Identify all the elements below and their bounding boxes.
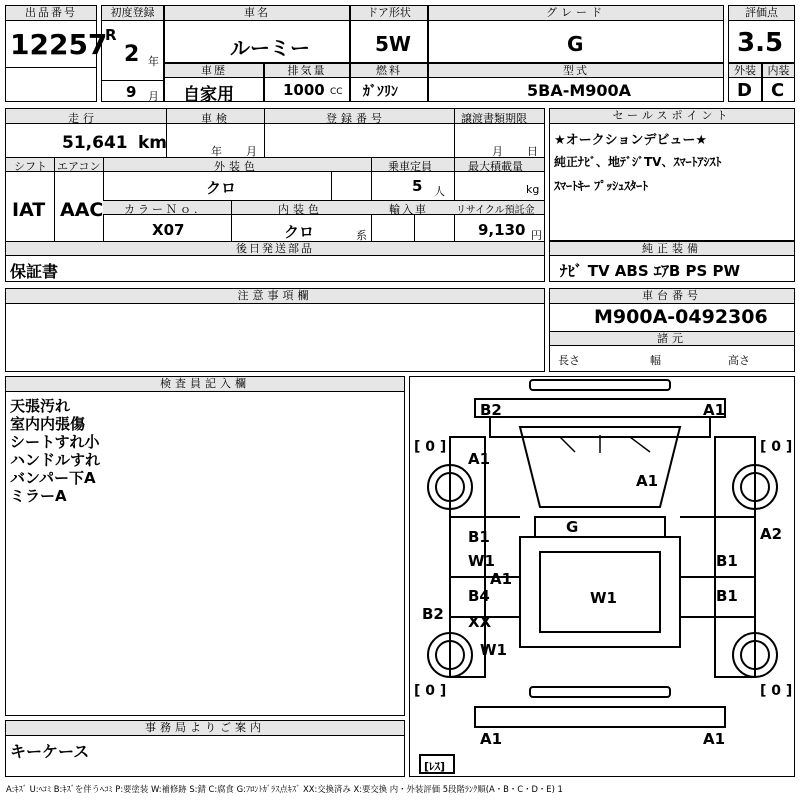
score-value: 3.5 — [737, 28, 784, 58]
spec-grid — [5, 108, 545, 282]
displacement-cell — [264, 63, 350, 102]
dims-width: 幅 — [650, 354, 661, 367]
capacity-unit: 人 — [434, 185, 445, 198]
history-label: 車歴 — [165, 64, 263, 78]
damage-mark: G — [566, 518, 579, 536]
reg-month-unit: 月 — [148, 90, 159, 103]
color-no-value: X07 — [152, 221, 185, 239]
damage-mark: W1 — [468, 552, 495, 570]
reg-year-unit: 年 — [148, 55, 159, 68]
damage-mark: B1 — [716, 552, 738, 570]
car-name-value: ルーミー — [230, 36, 310, 60]
interior-grade-cell — [762, 63, 795, 102]
model-value: 5BA-M900A — [527, 81, 632, 100]
ext-grade-label: 外装 — [729, 64, 761, 78]
displacement-label: 排気量 — [265, 64, 349, 78]
car-diagram-svg — [410, 377, 794, 776]
first-registration-cell — [101, 5, 164, 102]
inspector-line-6: ミラーA — [10, 487, 67, 505]
damage-mark: B4 — [468, 587, 490, 605]
displacement-value: 1000 — [283, 81, 325, 99]
int-grade-label: 内装 — [763, 64, 794, 78]
score-label: 評価点 — [729, 6, 794, 21]
load-label: 最大積載量 — [468, 160, 523, 173]
sales-point-box — [549, 108, 795, 241]
dims-length: 長さ — [558, 354, 580, 367]
dims-label: 諸元 — [550, 332, 794, 346]
grade-label: グレード — [429, 6, 723, 21]
recycle-label: リサイクル預託金 — [456, 205, 535, 216]
inspection-month-unit: 月 — [246, 145, 257, 158]
inspector-line-3: シートすれ小 — [10, 433, 100, 451]
inspector-box — [5, 376, 405, 716]
doors-label: ドア形状 — [351, 6, 427, 21]
capacity-value: 5 — [412, 177, 423, 195]
shift-value: IAT — [12, 199, 46, 221]
inspector-label: 検査員記入欄 — [6, 377, 404, 392]
mileage-label: 走行 — [68, 112, 98, 125]
chassis-box — [549, 288, 795, 372]
parts-value: 保証書 — [10, 262, 59, 281]
car-name-cell — [164, 5, 350, 63]
damage-mark: B2 — [480, 401, 502, 419]
lot-number-cell — [5, 5, 108, 102]
lot-label: 出品番号 — [6, 6, 96, 21]
notes-label: 注意事項欄 — [6, 289, 544, 304]
reg-month: 9 — [126, 83, 137, 101]
int-color-unit: 系 — [356, 229, 367, 242]
exterior-grade-cell — [728, 63, 762, 102]
equipment-value: ﾅﾋﾞ TV ABS ｴｱB PS PW — [560, 262, 741, 280]
damage-mark: B1 — [468, 528, 490, 546]
history-cell — [164, 63, 264, 105]
damage-mark: A2 — [760, 525, 783, 543]
damage-mark: W1 — [480, 641, 507, 659]
damage-mark: A1 — [703, 401, 726, 419]
sales-point-label: セールスポイント — [550, 109, 794, 124]
damage-mark: B2 — [422, 605, 444, 623]
damage-mark: A1 — [703, 730, 726, 748]
reg-label: 初度登録 — [102, 6, 163, 21]
inspection-year-unit: 年 — [211, 145, 222, 158]
int-color-value: クロ — [284, 223, 315, 241]
reg-year: 2 — [124, 42, 140, 67]
lot-value: 12257 — [10, 28, 108, 61]
damage-mark: A1 — [480, 730, 503, 748]
fuel-value: ｶﾞｿﾘﾝ — [363, 84, 398, 100]
sales-point-line-3: ｽﾏｰﾄｷｰ ﾌﾟｯｼｭｽﾀｰﾄ — [554, 179, 649, 193]
transfer-day-unit: 日 — [527, 145, 538, 158]
parts-label: 後日発送部品 — [6, 242, 544, 256]
int-color-label: 内装色 — [278, 203, 323, 216]
mileage-value: 51,641 — [62, 133, 128, 153]
import-label: 輸入車 — [389, 203, 428, 216]
damage-mark: A1 — [468, 450, 491, 468]
tire-front-right: [ 0 ] — [760, 439, 793, 455]
damage-mark: B1 — [716, 587, 738, 605]
tire-rear-right: [ 0 ] — [760, 683, 793, 699]
mileage-unit: km — [138, 133, 168, 153]
chassis-value: M900A-0492306 — [594, 306, 768, 328]
doors-value: 5W — [375, 32, 411, 56]
ext-grade-value: D — [737, 80, 752, 101]
sales-point-line-2: 純正ﾅﾋﾞ、地ﾃﾞｼﾞTV、ｽﾏｰﾄｱｼｽﾄ — [554, 155, 722, 169]
door-type-cell — [350, 5, 428, 63]
sales-point-line-1: ★オークションデビュー★ — [554, 133, 708, 148]
car-name-label: 車名 — [165, 6, 349, 21]
tire-front-left: [ 0 ] — [414, 439, 447, 455]
equipment-label: 純正装備 — [550, 242, 794, 256]
inspector-line-4: ハンドルすれ — [10, 451, 101, 469]
fuel-cell — [350, 63, 428, 102]
notes-box — [5, 288, 545, 372]
recycle-unit: 円 — [531, 229, 542, 242]
inspector-line-1: 天張汚れ — [10, 397, 71, 415]
aircon-label: エアコン — [57, 160, 101, 173]
displacement-unit: CC — [330, 87, 343, 97]
damage-mark: A1 — [490, 570, 513, 588]
grade-cell — [428, 5, 724, 63]
transfer-label: 譲渡書類期限 — [461, 112, 527, 125]
fuel-label: 燃料 — [351, 64, 427, 78]
dims-height: 高さ — [728, 354, 750, 367]
damage-mark: XX — [468, 613, 492, 631]
damage-mark: W1 — [590, 589, 617, 607]
aircon-value: AAC — [60, 199, 104, 221]
shift-label: シフト — [14, 160, 47, 173]
damage-mark: A1 — [636, 472, 659, 490]
inspector-line-5: バンパー下A — [10, 469, 96, 487]
inspector-line-2: 室内内張傷 — [10, 415, 86, 433]
car-diagram — [409, 376, 795, 777]
transfer-month-unit: 月 — [492, 145, 503, 158]
chassis-label: 車台番号 — [550, 289, 794, 304]
color-no-label: カラーＮｏ. — [124, 203, 201, 216]
int-grade-value: C — [771, 80, 785, 101]
model-label: 型式 — [429, 64, 723, 78]
office-value: キーケース — [10, 742, 90, 761]
spare-tire: [ﾚｽ] — [424, 760, 446, 773]
office-label: 事務局よりご案内 — [6, 721, 404, 736]
equipment-box — [549, 241, 795, 282]
grade-value: G — [567, 32, 584, 56]
inspection-label: 車検 — [201, 112, 231, 125]
model-cell — [428, 63, 724, 102]
office-box — [5, 720, 405, 777]
score-cell — [728, 5, 795, 63]
plate-label: 登録番号 — [326, 112, 386, 125]
capacity-label: 乗車定員 — [388, 160, 432, 173]
recycle-value: 9,130 — [478, 221, 526, 239]
legend-text: A:ｷｽﾞ U:ﾍｺﾐ B:ｷｽﾞを伴うﾍｺﾐ P:要塗装 W:補修跡 S:錆 C:腐食 G:ﾌﾛﾝﾄｶﾞﾗｽ点ｷｽﾞ XX:交換済み X:要交換 内・外装評価 5段階ﾗﾝｸ順(A・B・C・D・E) 1 — [6, 784, 563, 794]
load-unit: kg — [526, 183, 540, 196]
ext-color-value: クロ — [206, 179, 237, 197]
reg-era: R — [105, 26, 117, 44]
ext-color-label: 外装色 — [214, 160, 259, 173]
tire-rear-left: [ 0 ] — [414, 683, 447, 699]
history-value: 自家用 — [183, 85, 234, 105]
